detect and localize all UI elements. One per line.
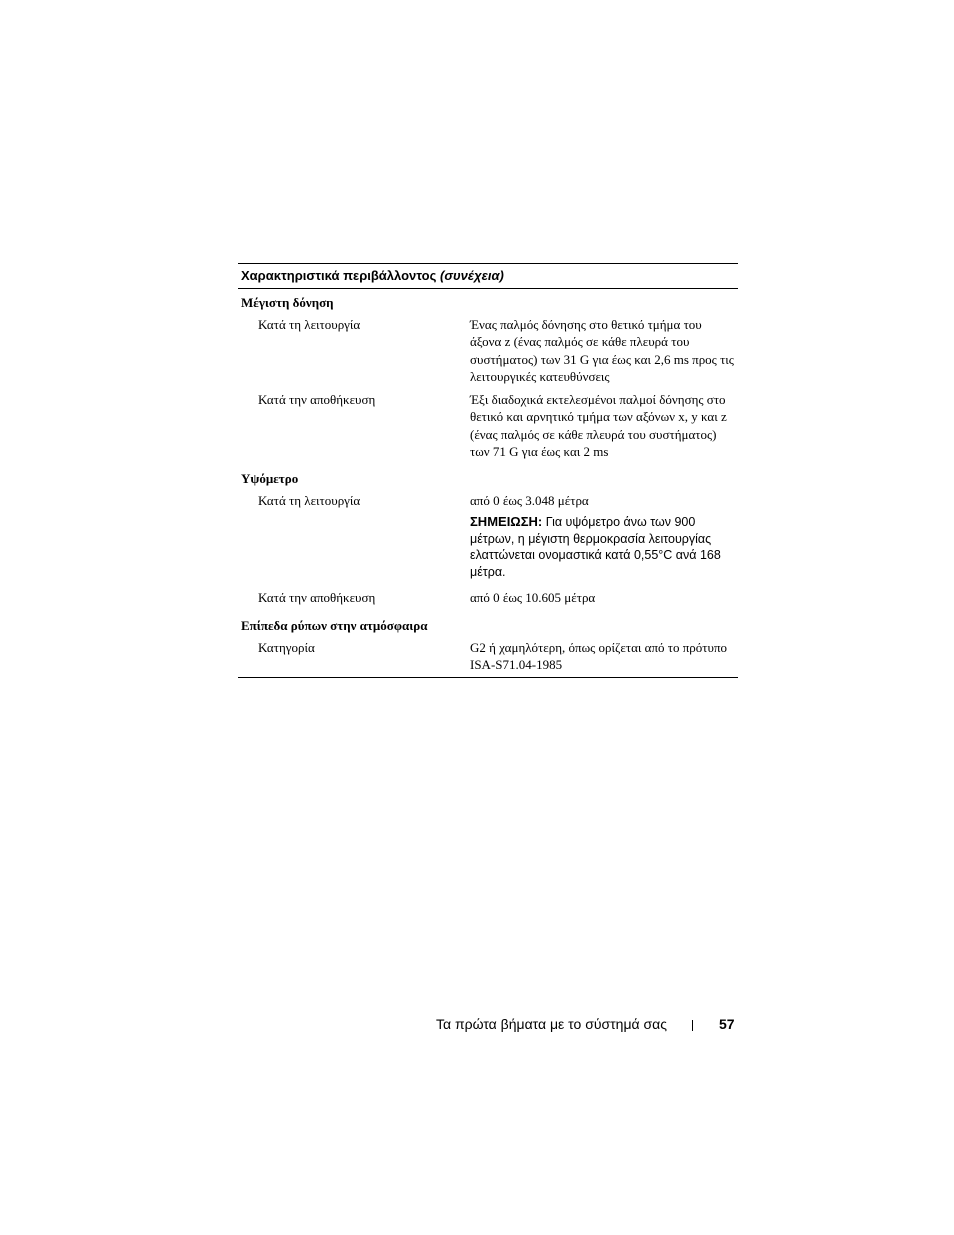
table-row [238, 391, 738, 467]
row-label: Κατά τη λειτουργία [258, 317, 361, 332]
table-header [238, 264, 738, 289]
table-row [238, 589, 738, 614]
table-row [238, 316, 738, 391]
note-block [470, 514, 736, 580]
environmental-specs-table [238, 263, 738, 678]
table-header-title: Χαρακτηριστικά περιβάλλοντος [241, 268, 437, 283]
row-value-cell [470, 492, 736, 580]
note-label: ΣΗΜΕΙΩΣΗ: [470, 514, 543, 530]
section-title-altitude: Υψόμετρο [241, 471, 299, 486]
page-number: 57 [719, 1016, 735, 1032]
row-label: Κατηγορία [258, 640, 315, 655]
row-value: Ένας παλμός δόνησης στο θετικό τμήμα του άξονα z (ένας παλμός σε κάθε πλευρά του συστήματος) των 31 G για έως και 2,6 ms προς τις λειτουργικές κατευθύνσεις [470, 317, 734, 384]
footer-separator [692, 1020, 693, 1031]
note-text: Για υψόμετρο άνω των 900 μέτρων, η μέγιστη θερμοκρασία λειτουργίας ελαττώνεται ονομαστικά κατά 0,55°C ανά 168 μέτρα. [470, 515, 721, 579]
table-header-continued: (συνέχεια) [440, 268, 504, 283]
section-title-max-shock: Μέγιστη δόνηση [241, 295, 334, 310]
row-label: Κατά την αποθήκευση [258, 392, 376, 407]
section-title-contaminants: Επίπεδα ρύπων στην ατμόσφαιρα [241, 618, 428, 633]
page-footer [0, 1016, 954, 1036]
row-value: G2 ή χαμηλότερη, όπως ορίζεται από το πρότυπο ISA-S71.04-1985 [470, 640, 728, 673]
table-row [238, 639, 738, 677]
footer-title: Τα πρώτα βήματα με το σύστημά σας [436, 1016, 667, 1032]
row-label: Κατά την αποθήκευση [258, 590, 376, 605]
row-value: από 0 έως 10.605 μέτρα [470, 590, 596, 605]
row-value: από 0 έως 3.048 μέτρα [470, 493, 589, 508]
table-row [238, 492, 738, 589]
row-label: Κατά τη λειτουργία [258, 493, 361, 508]
row-value: Έξι διαδοχικά εκτελεσμένοι παλμοί δόνησης στο θετικό και αρνητικό τμήμα των αξόνων x, y και z (ένας παλμός σε κάθε πλευρά του συστήματος) των 71 G για έως και 2 ms [470, 392, 727, 459]
